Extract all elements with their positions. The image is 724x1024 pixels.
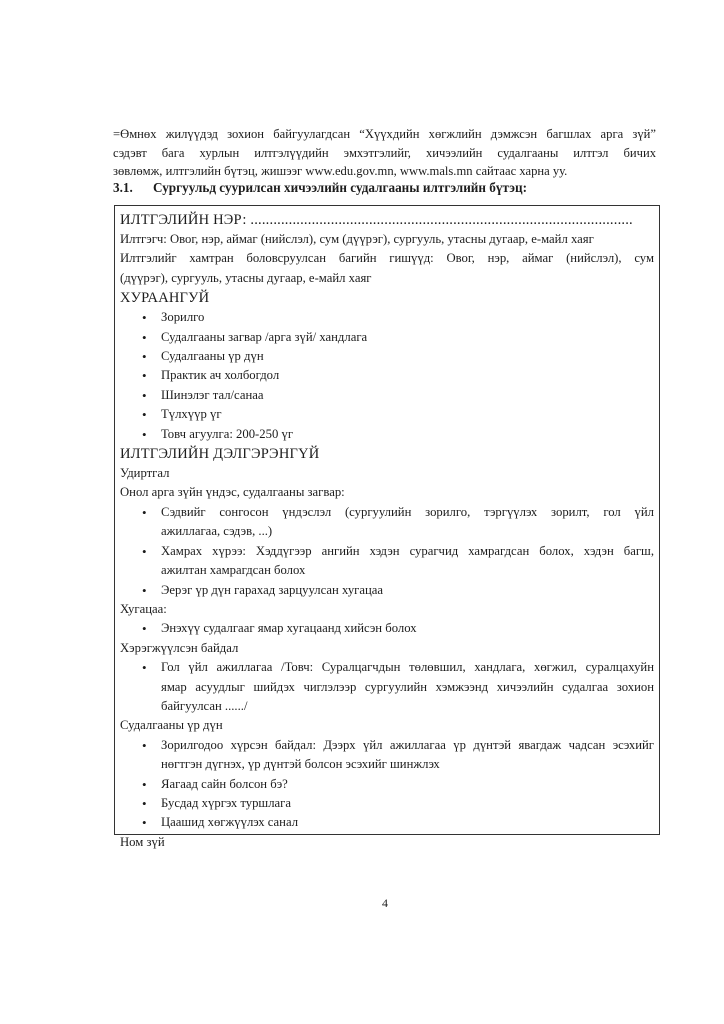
section-heading [113, 178, 673, 198]
theory-label: Онол арга зүйн үндэс, судалгааны загвар: [120, 485, 345, 500]
summary-item: • Түлхүүр үг [120, 405, 654, 424]
summary-item: • Судалгааны загвар /арга зүй/ хандлага [120, 328, 654, 347]
summary-heading: ХУРААНГУЙ [120, 290, 210, 307]
bullet-icon: • [142, 815, 147, 831]
results-item: • Зорилгодоо хүрсэн байдал: Дээрх үйл ажиллагаа үр дүнтэй явагдаж чадсан эсэхийг нөгтгэн дүгнэх, үр дүнтэй болсон эсэхийг шинжлэх [142, 737, 654, 772]
intro-line: сэдэвт бага хурлын илтгэлүүдийн эмхэтгэлийг, хичээлийн судалгааны илтгэл бичих [113, 145, 656, 160]
bullet-icon: • [142, 426, 147, 442]
theory-item: • Хамрах хүрээ: Хэддүгээр ангийн хэдэн сурагчид хамрагдсан болох, хэдэн багш, ажилтан хамрагдсан болох [142, 543, 654, 578]
results-item: • Бусдад хүргэх туршлага [120, 794, 654, 813]
report-structure-content [120, 210, 654, 852]
bullet-icon: • [142, 387, 147, 403]
section-title: Сургуульд суурилсан хичээлийн судалгааны илтгэлийн бүтэц: [153, 180, 527, 195]
bullet-icon: • [142, 582, 147, 598]
page-number: 4 [382, 896, 388, 910]
intro-line: зөвлөмж, илтгэлийн бүтэц, жишээг www.edu.gov.mn, www.mals.mn сайтаас харна уу. [113, 164, 568, 179]
coauthors-line: Илтгэлийг хамтран боловсруулсан багийн гишүүд: Овог, нэр, аймаг (нийслэл), сум [120, 251, 654, 266]
results-item: • Яагаад сайн болсон бэ? [120, 775, 654, 794]
results-item: • Цаашид хөгжүүлэх санал [120, 813, 654, 832]
presenter-line: Илтгэгч: Овог, нэр, аймаг (нийслэл), сум (дүүрэг), сургууль, утасны дугаар, е-майл хаяг [120, 232, 594, 246]
implementation-item: • Гол үйл ажиллагаа /Товч: Суралцагчдын төлөвшил, хандлага, хөгжил, суралцахуйн ямар асуудлыг шийдэх чиглэлээр сургуулийн хэмжээнд хичээлийн судалгаа зохион байгуулсан ....../ [142, 660, 654, 713]
detail-heading: ИЛТГЭЛИЙН ДЭЛГЭРЭНГҮЙ [120, 446, 320, 463]
theory-item: • Эерэг үр дүн гарахад зарцуулсан хугацаа [120, 581, 654, 600]
summary-item: • Товч агуулга: 200-250 үг [120, 425, 654, 444]
bullet-icon: • [142, 795, 147, 811]
bullet-icon: • [142, 310, 147, 326]
section-number: 3.1. [113, 180, 133, 195]
implementation-label: Хэрэгжүүлсэн байдал [120, 640, 239, 655]
bullet-icon: • [142, 621, 147, 637]
bullet-icon: • [142, 543, 147, 559]
bullet-icon: • [142, 504, 147, 520]
bullet-icon: • [142, 660, 147, 676]
report-title-line: ИЛТГЭЛИЙН НЭР: .................................................................................................... [120, 212, 633, 228]
intro-paragraph [113, 125, 656, 181]
theory-item: • Сэдвийг сонгосон үндэслэл (сургуулийн зорилго, тэргүүлэх зорилт, гол үйл ажиллагаа, сэдэв, ...) [142, 504, 654, 539]
bullet-icon: • [142, 349, 147, 365]
results-label: Судалгааны үр дүн [120, 718, 223, 733]
references-label: Ном зүй [120, 834, 165, 849]
summary-item: • Практик ач холбогдол [120, 366, 654, 385]
summary-item: • Зорилго [120, 308, 654, 327]
summary-item: • Судалгааны үр дүн [120, 347, 654, 366]
bullet-icon: • [142, 737, 147, 753]
coauthors-line: (дүүрэг), сургууль, утасны дугаар, е-майл хаяг [120, 270, 372, 285]
summary-item: • Шинэлэг тал/санаа [120, 386, 654, 405]
bullet-icon: • [142, 329, 147, 345]
bullet-icon: • [142, 776, 147, 792]
bullet-icon: • [142, 368, 147, 384]
report-structure-box [114, 205, 660, 849]
intro-label: Удиртгал [120, 466, 170, 481]
duration-label: Хугацаа: [120, 601, 167, 616]
duration-item: • Энэхүү судалгааг ямар хугацаанд хийсэн болох [120, 619, 654, 638]
intro-line: =Өмнөх жилүүдэд зохион байгуулагдсан “Хүүхдийн хөгжлийн дэмжсэн багшлах арга зүй” [113, 127, 656, 141]
bullet-icon: • [142, 407, 147, 423]
